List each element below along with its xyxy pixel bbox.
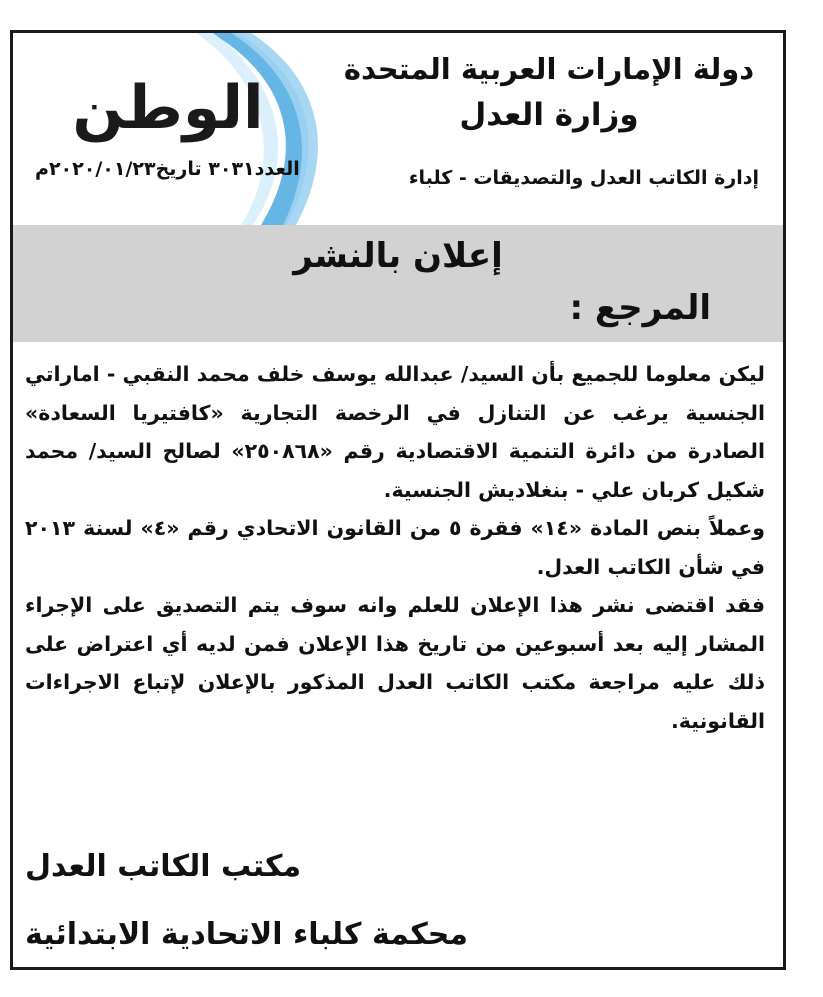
state-name: دولة الإمارات العربية المتحدة <box>343 52 755 86</box>
issue-date-line: العدد٣٠٣١ تاريخ٢٠٢٠/٠١/٢٣م <box>35 158 300 180</box>
reference-label: المرجع : <box>569 288 711 328</box>
notice-title: إعلان بالنشر <box>293 236 503 276</box>
ministry-name: وزارة العدل <box>459 97 639 133</box>
notice-frame <box>10 30 786 970</box>
notice-header <box>13 33 783 225</box>
government-heading <box>339 47 759 139</box>
notice-paragraph: وعملاً بنص المادة «١٤» فقرة ٥ من القانون الاتحادي رقم «٤» لسنة ٢٠١٣ في شأن الكاتب العدل. <box>25 516 765 579</box>
notice-paragraph: فقد اقتضى نشر هذا الإعلان للعلم وانه سوف يتم التصديق على الإجراء المشار إليه بعد أسبوعين من تاريخ هذا الإعلان فمن لديه أي اعتراض على ذلك عليه مراجعة مكتب الكاتب العدل المذكور بالإعلان لإتباع الاجراءات القانونية. <box>25 593 765 733</box>
signature-office: مكتب الكاتب العدل <box>25 849 302 884</box>
signature-court: محكمة كلباء الاتحادية الابتدائية <box>25 917 468 952</box>
department-name: إدارة الكاتب العدل والتصديقات - كلباء <box>408 167 759 189</box>
newspaper-logo: الوطن <box>72 73 264 143</box>
notice-body <box>25 355 765 740</box>
notice-title-band <box>13 225 783 342</box>
notice-paragraph: ليكن معلوما للجميع بأن السيد/ عبدالله يوسف خلف محمد النقبي - اماراتي الجنسية يرغب عن التنازل في الرخصة التجارية «كافتيريا السعادة» الصادرة من دائرة التنمية الاقتصادية رقم «٢٥٠٨٦٨» لصالح السيد/ محمد شكيل كربان علي - بنغلاديش الجنسية. <box>25 362 765 502</box>
